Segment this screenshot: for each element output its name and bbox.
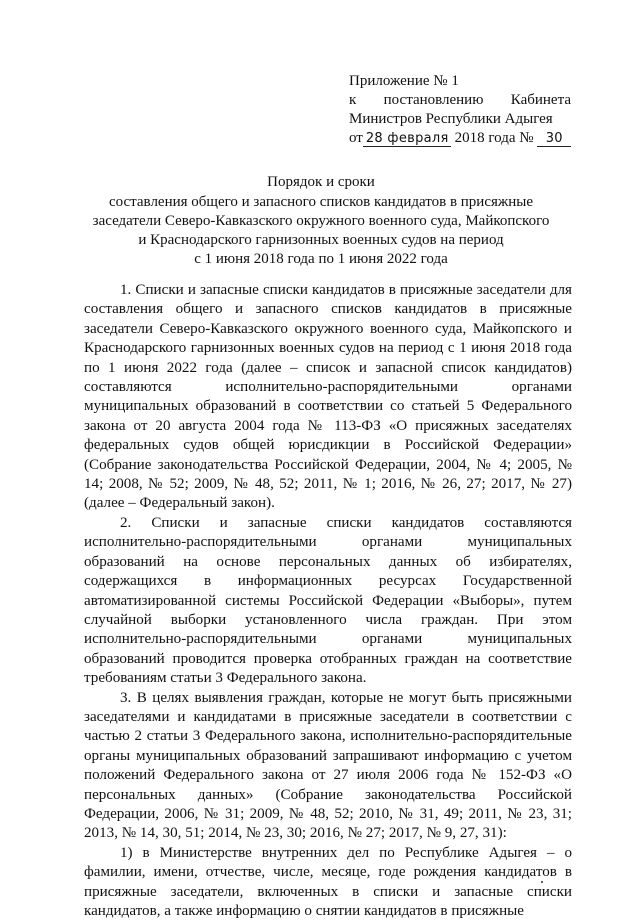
title-line: составления общего и запасного списков кандидатов в присяжные xyxy=(108,194,534,210)
paragraph-3: 3. В целях выявления граждан, которые не могут быть присяжными заседателями и кандидатами в присяжные заседатели в соответствии с частью 2 статьи 3 Федерального закона, исполнительно-распорядительные органы муниципальных образований запрашивают информацию с учетом положений Федерального закона от 27 июля 2006 года № 152-ФЗ «О персональных данных» (Собрание законодательства Российской Федерации, 2006, № 31; 2009, № 48, 52; 2010, № 31, 49; 2011, № 23, 31; 2013, № 14, 30, 51; 2014, № 23, 30; 2016, № 27; 2017, № 9, 27, 31): xyxy=(84,689,572,842)
appendix-date-line xyxy=(349,129,571,148)
date-suffix: 2018 года № xyxy=(454,130,534,146)
appendix-title: Приложение № 1 xyxy=(349,73,459,89)
appendix-ministers-line: Министров Республики Адыгея xyxy=(349,111,553,127)
appendix-k: к xyxy=(349,92,357,108)
title-line: и Краснодарского гарнизонных военных судов на период xyxy=(138,232,504,248)
paragraph-3-item-1: 1) в Министерстве внутренних дел по Республике Адыгея – о фамилии, имени, отчестве, числе, месяце, годе рождения кандидатов в присяжные заседатели, включенных в списки и запасные списки кандидатов, а также информацию о снятии кандидатов в присяжные xyxy=(84,844,572,919)
document-body xyxy=(84,281,572,921)
title-line: заседатели Северо-Кавказского окружного военного суда, Майкопского xyxy=(92,213,550,229)
paragraph-1: 1. Списки и запасные списки кандидатов в присяжные заседатели для составления общего и запасного списков кандидатов в присяжные заседатели Северо-Кавказского окружного военного суда, Майкопского и Краснодарского гарнизонных военных судов на период с 1 июня 2018 года по 1 июня 2022 года (далее – список и запасной список кандидатов) составляются исполнительно-распорядительными органами муниципальных образований в соответствии со статьей 5 Федерального закона от 20 августа 2004 года № 113-ФЗ «О присяжных заседателях федеральных судов общей юрисдикции в Российской Федерации» (Собрание законодательства Российской Федерации, 2004, № 4; 2005, № 14; 2008, № 52; 2009, № 48, 52; 2011, № 1; 2016, № 26, 27; 2017, № 27) (далее – Федеральный закон). xyxy=(84,282,572,512)
handwritten-date: 28 февраля xyxy=(363,131,451,147)
title-heading: Порядок и сроки xyxy=(267,174,375,190)
appendix-decree-word: постановлению xyxy=(383,92,484,108)
date-prefix: от xyxy=(349,130,363,146)
handwritten-number: 30 xyxy=(537,131,571,147)
document-title xyxy=(60,173,582,269)
appendix-header xyxy=(349,72,571,148)
title-line: с 1 июня 2018 года по 1 июня 2022 года xyxy=(194,251,448,267)
paragraph-2: 2. Списки и запасные списки кандидатов составляются исполнительно-распорядительными органами муниципальных образований на основе персональных данных об избирателях, содержащихся в информационных ресурсах Государственной автоматизированной системы Российской Федерации «Выборы», путем случайной выборки установленного числа граждан. При этом исполнительно-распорядительными органами муниципальных образований проводится проверка отобранных граждан на соответствие требованиям статьи 3 Федерального закона. xyxy=(84,514,572,687)
appendix-decree-line xyxy=(349,91,571,110)
page-speck xyxy=(541,881,543,883)
appendix-cabinet-word: Кабинета xyxy=(510,92,571,108)
